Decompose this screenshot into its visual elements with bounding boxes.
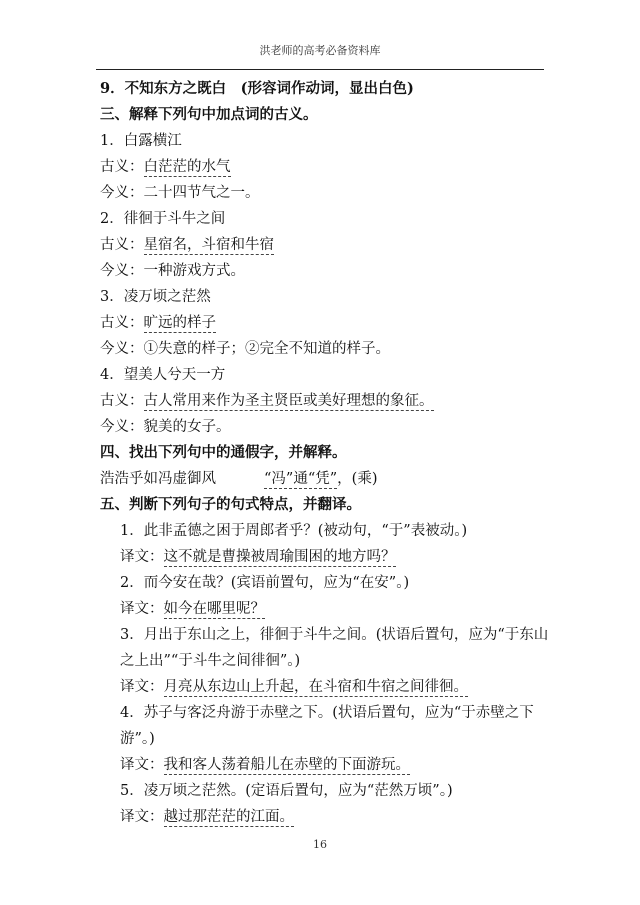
question-1: 1．白露横江 xyxy=(100,133,182,149)
sentence-3-translation: 译文：月亮从东边山上升起，在斗宿和牛宿之间徘徊。 xyxy=(120,679,468,695)
section-3-heading: 三、解释下列句中加点词的古义。 xyxy=(100,106,318,123)
question-2: 2．徘徊于斗牛之间 xyxy=(100,211,226,227)
page-header: 洪老师的高考必备资料库 xyxy=(259,44,381,57)
section-5-heading: 五、判断下列句子的句式特点，并翻译。 xyxy=(100,496,361,513)
sentence-2-translation: 译文：如今在哪里呢？ xyxy=(120,601,265,617)
q2-ancient-meaning: 古义：星宿名，斗宿和牛宿 xyxy=(100,237,274,253)
q4-ancient-meaning: 古义：古人常用来作为圣主贤臣或美好理想的象征。 xyxy=(100,393,434,409)
question-3: 3．凌万顷之茫然 xyxy=(100,289,211,305)
sentence-3: 3．月出于东山之上，徘徊于斗牛之间。(状语后置句，应为“于东山之上出”“于斗牛之间徘徊”。) xyxy=(120,627,549,669)
q3-ancient-meaning: 古义：旷远的样子 xyxy=(100,315,216,331)
sentence-5-translation: 译文：越过那茫茫的江面。 xyxy=(120,809,294,825)
q4-modern-meaning: 今义：貌美的女子。 xyxy=(100,419,231,435)
question-4: 4．望美人兮天一方 xyxy=(100,367,226,383)
sentence-1: 1．此非孟德之困于周郎者乎？(被动句，“于”表被动。) xyxy=(120,523,468,539)
item-9-line: 9．不知东方之既白 (形容词作动词，显出白色) xyxy=(100,80,414,97)
section-4-heading: 四、找出下列句中的通假字，并解释。 xyxy=(100,444,347,461)
q3-modern-meaning: 今义：①失意的样子；②完全不知道的样子。 xyxy=(100,341,390,357)
sentence-4-translation: 译文：我和客人荡着船儿在赤壁的下面游玩。 xyxy=(120,757,410,773)
q2-modern-meaning: 今义：一种游戏方式。 xyxy=(100,263,245,279)
sentence-1-translation: 译文：这不就是曹操被周瑜围困的地方吗？ xyxy=(120,549,396,565)
header-divider xyxy=(96,69,544,70)
tongjia-line: 浩浩乎如冯虚御风 “冯”通“凭”，(乘) xyxy=(100,471,378,487)
q1-modern-meaning: 今义：二十四节气之一。 xyxy=(100,185,260,201)
q1-ancient-meaning: 古义：白茫茫的水气 xyxy=(100,159,231,175)
sentence-4: 4．苏子与客泛舟游于赤壁之下。(状语后置句，应为“于赤壁之下游”。) xyxy=(120,705,534,747)
sentence-5: 5．凌万顷之茫然。(定语后置句，应为“茫然万顷”。) xyxy=(120,783,453,799)
sentence-2: 2．而今安在哉？(宾语前置句，应为“在安”。) xyxy=(120,575,410,591)
page-number: 16 xyxy=(313,838,327,851)
document-body xyxy=(100,76,550,830)
